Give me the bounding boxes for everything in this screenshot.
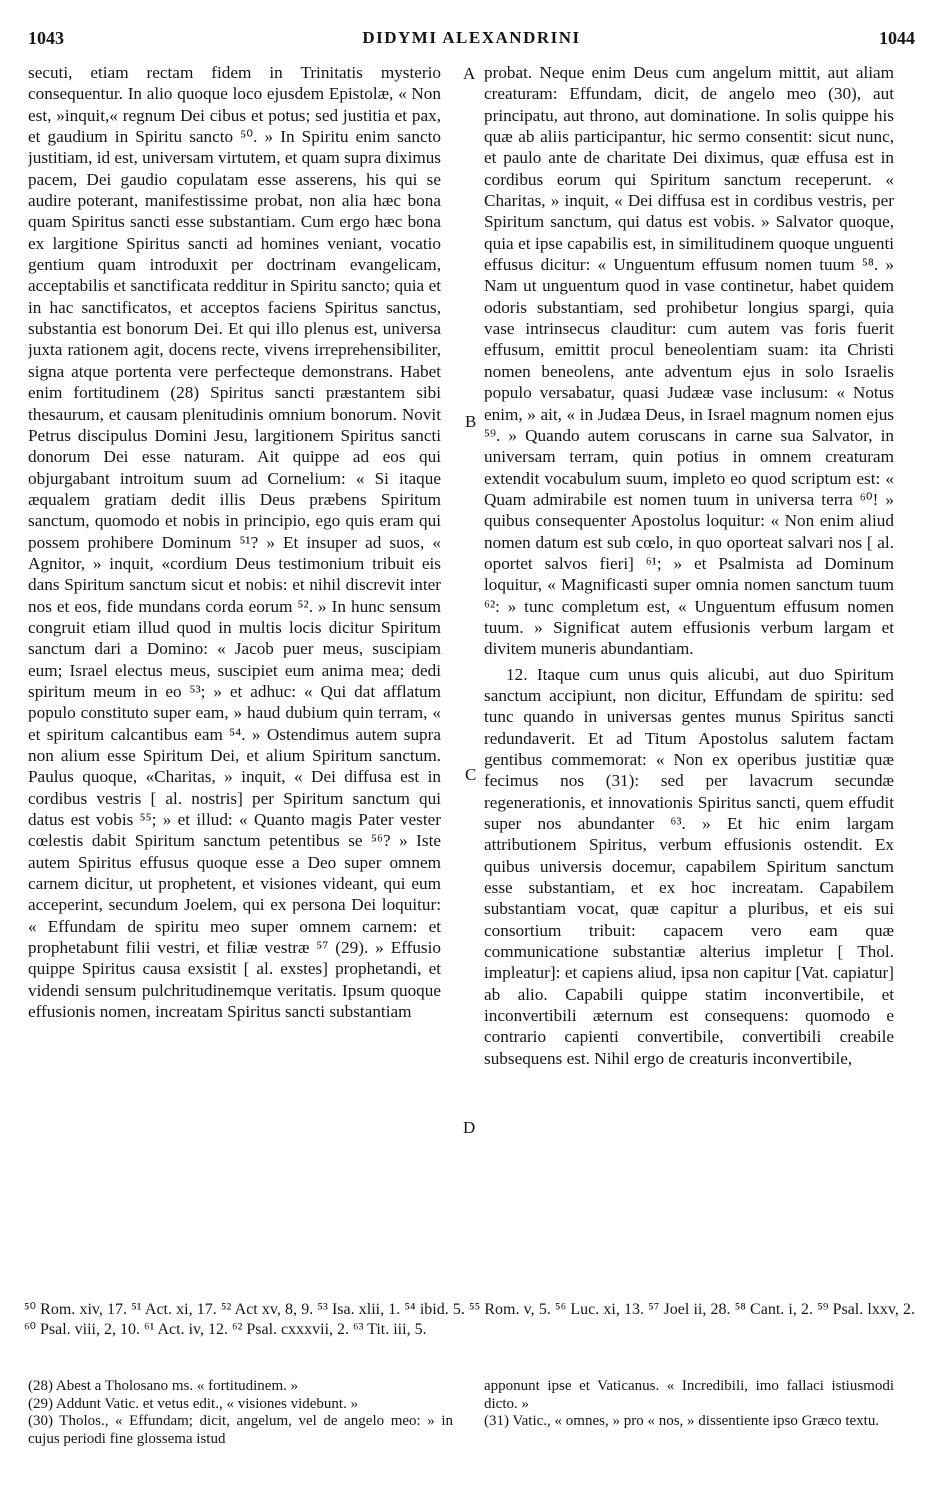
editorial-note: (31) Vatic., « omnes, » pro « nos, » dissentiente ipso Græco textu. — [484, 1413, 880, 1429]
section-marker-d: D — [463, 1118, 476, 1137]
editorial-note: (28) Abest a Tholosano ms. « fortitudinem. » — [28, 1378, 299, 1394]
left-column — [28, 62, 441, 1292]
page-number-right: 1044 — [879, 28, 915, 48]
right-column — [484, 62, 894, 1292]
page-header — [28, 28, 915, 58]
editorial-note: (30) Tholos., « Effundam; dicit, angelum, vel de angelo meo: » in cujus periodi fine glossema istud — [28, 1413, 453, 1447]
page-number-left: 1043 — [28, 28, 64, 48]
left-column-paragraph: secuti, etiam rectam fidem in Trinitatis mysterio consequentur. In alio quoque loco ejusdem Epistolæ, « Non est, »inquit,« regnum Dei cibus et potus; sed justitia et pax, et gaudium in Spiritu sancto ⁵⁰. » In Spiritu enim sancto justitiam, id est, universam virtutem, et quam supra diximus pacem, Dei gaudio copulatam esse asserens, his qui se audire poterant, manifestissime probat, non alia hæc bona quam Spiritus sancti esse substantiam. Cum ergo hæc bona ex largitione Spiritus sancti ad homines veniant, vocatio gentium quam introduxit per doctrinam evangelicam, acceptabilis et sanctificata redditur in Spiritu sancto; quia et in hac sanctificatos, et acceptos faciens Spiritus sanctus, substantia est bonorum Dei. Et qui illo plenus est, universa juxta rationem agit, docens recte, vivens irreprehensibiliter, signa atque portenta vere perfecteque demonstrans. Habet enim fortitudinem (28) Spiritus sancti præstantem sibi thesaurum, et causam plenitudinis omnium bonorum. Novit Petrus discipulus Domini Jesu, largitionem Spiritus sancti donorum Dei esse naturam. Ait quippe ad eos qui objurgabant introitum suum ad Cornelium: « Si itaque æqualem gratiam dedit illis Deus præbens Spiritum sanctum, quomodo et nobis in principio, ego quis eram qui possem prohibere Dominum ⁵¹? » Et insuper ad suos, « Agnitor, » inquit, «cordium Deus testimonium tribuit eis dans Spiritum sanctum sicut et nobis: et nihil discrevit inter nos et eos, fide mundans corda eorum ⁵². » In hunc sensum congruit etiam illud quod in multis locis dicitur Spiritum sanctum dari a Domino: « Jacob puer meus, suscipiam eum; Israel electus meus, suscipiet eum anima mea; dedi spiritum meum in eo ⁵³; » et adhuc: « Qui dat afflatum populo constituto super eam, » haud dubium quin terram, « et spiritum calcantibus eam ⁵⁴. » Ostendimus autem supra non alium esse Spiritum Dei, et alium Spiritum sanctum. Paulus quoque, «Charitas, » inquit, « Dei diffusa est in cordibus vestris [ al. nostris] per Spiritum sanctum qui datus est vobis ⁵⁵; » et illud: « Quanto magis Pater vester cœlestis dabit Spiritum sanctum petentibus se ⁵⁶? » Iste autem Spiritus effusus quoque esse a Deo super omnem carnem dicitur, ut prophetent, et visiones videant, qui eum acceperint, secundum Joelem, qui ex persona Dei loquitur: « Effundam de spiritu meo super omnem carnem: et prophetabunt filii vestri, et filiæ vestræ ⁵⁷ (29). » Effusio quippe Spiritus causa exsistit [ al. exstes] prophetandi, et videndi sensum pulchritudinemque veritatis. Ipsum quoque effusionis nomen, increatam Spiritus sancti substantiam — [28, 63, 441, 1022]
right-column-paragraph: 12. Itaque cum unus quis alicubi, aut duo Spiritum sanctum accipiunt, non dicitur, Effundam de spiritu: sed tunc quando in universas gentes munus Spiritus sancti redundaverit. Et ad Titum Apostolus salutem factam gentibus commemorat: « Non ex operibus justitiæ quæ fecimus nos (31): sed per lavacrum secundæ regenerationis, et innovationis Spiritus sancti, quem effudit super nos abundanter ⁶³. » Et hic enim largam attributionem Spiritus, verbum effusionis ostendit. Ex quibus universis docemur, capabilem Spiritum sanctum esse substantiam, et ex hoc increatam. Capabilem substantiam vocat, quæ capitur a pluribus, et eis sui consortium tribuit: capacem vero eam quæ communicatione substantiæ alterius impletur [ Thol. impleatur]: et capiens aliud, ipsa non capitur [Vat. capiatur] ab alio. Capabili quippe statim inconvertibile, et inconvertibili æternum est consequens: quomodo e contrario capienti convertibile, convertibili creabile subsequens est. Nihil ergo de creaturis inconvertibile, — [484, 664, 894, 1068]
section-marker-c: C — [465, 765, 477, 784]
running-title: DIDYMI ALEXANDRINI — [362, 28, 581, 47]
editorial-note: apponunt ipse et Vaticanus. « Incredibili, imo fallaci istiusmodi dicto. » — [484, 1378, 894, 1412]
editorial-note: (29) Addunt Vatic. et vetus edit., « visiones videbunt. » — [28, 1395, 359, 1412]
right-column-paragraph: probat. Neque enim Deus cum angelum mittit, aut aliam creaturam: Effundam, dicit, de angelo meo (30), aut principatu, aut throno, aut dominatione. In solis quippe his quæ ab aliis participantur, hic sermo consentit: sicut nunc, et paulo ante de charitate Dei diximus, quæ effusa est in cordibus eorum qui Spiritum sanctum receperunt. « Charitas, » inquit, « Dei diffusa est in cordibus vestris, per Spiritum sanctum, qui datus est vobis. » Salvator quoque, quia et ipse capabilis est, in similitudinem quoque unguenti effusus dicitur: « Unguentum effusum nomen tuum ⁵⁸. » Nam ut unguentum quod in vase continetur, habet quidem odoris substantiam, sed prohibetur longius spargi, quia vase intrinsecus clauditur: cum autem vas foris fuerit effusum, emittit procul beneolentiam suam: ita Christi nomen beneolens, ante adventum ejus in solo Israelis populo versabatur, quasi Judææ vase inclusum: « Notus enim, » ait, « in Judæa Deus, in Israel magnum nomen ejus ⁵⁹. » Quando autem coruscans in carne sua Salvator, in universam terram, quin potius in omnem creaturam extendit vocabulum suum, impleto eo quod scriptum est: « Quam admirabile est nomen tuum in universa terra ⁶⁰! » quibus consequenter Apostolus loquitur: « Non enim aliud nomen datum est sub cœlo, in quo oporteat salvari nos [ al. oportet salvos fieri] ⁶¹; » et Psalmista ad Dominum loquitur, « Magnificasti super omnia nomen sanctum tuum ⁶²: » tunc completum est, « Unguentum effusum nomen tuum. » Significat autem effusionis verbum largam et divitem muneris abundantiam. — [484, 63, 894, 659]
section-marker-a: A — [463, 64, 476, 83]
scripture-references: ⁵⁰ Rom. xiv, 17. ⁵¹ Act. xi, 17. ⁵² Act xv, 8, 9. ⁵³ Isa. xlii, 1. ⁵⁴ ibid. 5. ⁵⁵ Rom. v, 5. ⁵⁶ Luc. xi, 13. ⁵⁷ Joel ii, 28. ⁵⁸ Cant. i, 2. ⁵⁹ Psal. lxxv, 2. ⁶⁰ Psal. viii, 2, 10. ⁶¹ Act. iv, 12. ⁶² Psal. cxxxvii, 2. ⁶³ Tit. iii, 5. — [24, 1301, 915, 1338]
editorial-notes-right — [484, 1378, 894, 1431]
editorial-notes-left — [28, 1378, 453, 1448]
section-marker-b: B — [465, 412, 477, 431]
